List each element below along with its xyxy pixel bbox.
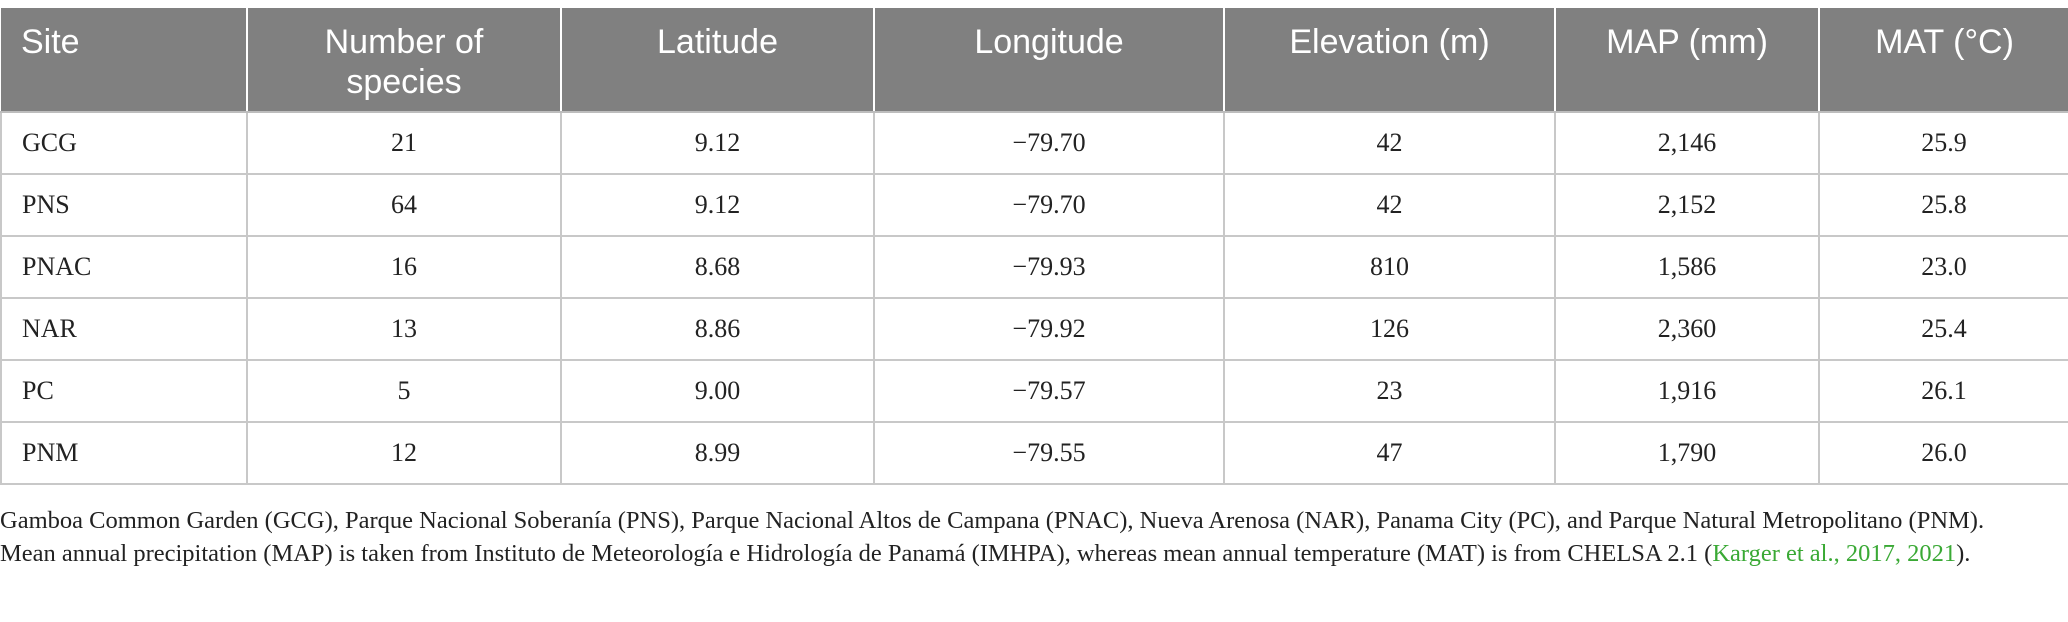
header-row bbox=[1, 8, 2068, 112]
cell-mat: 26.0 bbox=[1819, 422, 2068, 484]
table-row bbox=[1, 422, 2068, 484]
header-number-of-species: Number of species bbox=[247, 8, 561, 112]
cell-number-of-species: 5 bbox=[247, 360, 561, 422]
cell-latitude: 9.12 bbox=[561, 112, 874, 174]
cell-elevation: 810 bbox=[1224, 236, 1555, 298]
cell-longitude: −79.92 bbox=[874, 298, 1224, 360]
cell-elevation: 126 bbox=[1224, 298, 1555, 360]
table-body bbox=[1, 112, 2068, 484]
cell-latitude: 8.68 bbox=[561, 236, 874, 298]
header-longitude: Longitude bbox=[874, 8, 1224, 112]
cell-elevation: 42 bbox=[1224, 174, 1555, 236]
table-row bbox=[1, 112, 2068, 174]
cell-elevation: 42 bbox=[1224, 112, 1555, 174]
cell-longitude: −79.55 bbox=[874, 422, 1224, 484]
table-row bbox=[1, 236, 2068, 298]
cell-elevation: 23 bbox=[1224, 360, 1555, 422]
cell-mat: 25.4 bbox=[1819, 298, 2068, 360]
footnote-text: Gamboa Common Garden (GCG), Parque Nacional Soberanía (PNS), Parque Nacional Altos de Campana (PNAC), Nueva Arenosa (NAR), Panama City (PC), and Parque Natural Metropolitano (PNM). Mean annual precipitation (MAP) is taken from Instituto de Meteorología e Hidrología de Panamá (IMHPA), whereas mean annual temperature (MAT) is from CHELSA 2.1 ( bbox=[0, 507, 1985, 567]
cell-site: PNS bbox=[1, 174, 247, 236]
header-site: Site bbox=[1, 8, 247, 112]
cell-map: 1,916 bbox=[1555, 360, 1819, 422]
table-wrapper bbox=[0, 8, 2068, 485]
header-mat: MAT (°C) bbox=[1819, 8, 2068, 112]
cell-longitude: −79.57 bbox=[874, 360, 1224, 422]
header-map: MAP (mm) bbox=[1555, 8, 1819, 112]
cell-longitude: −79.70 bbox=[874, 112, 1224, 174]
cell-latitude: 9.00 bbox=[561, 360, 874, 422]
cell-map: 1,586 bbox=[1555, 236, 1819, 298]
cell-site: GCG bbox=[1, 112, 247, 174]
cell-mat: 23.0 bbox=[1819, 236, 2068, 298]
cell-map: 2,146 bbox=[1555, 112, 1819, 174]
cell-site: PNM bbox=[1, 422, 247, 484]
citation-link[interactable]: Karger et al., 2017, 2021 bbox=[1712, 540, 1957, 567]
cell-site: PNAC bbox=[1, 236, 247, 298]
cell-longitude: −79.70 bbox=[874, 174, 1224, 236]
cell-site: PC bbox=[1, 360, 247, 422]
table-footnote bbox=[0, 504, 2040, 570]
cell-mat: 26.1 bbox=[1819, 360, 2068, 422]
cell-site: NAR bbox=[1, 298, 247, 360]
header-elevation: Elevation (m) bbox=[1224, 8, 1555, 112]
cell-number-of-species: 21 bbox=[247, 112, 561, 174]
table-row bbox=[1, 174, 2068, 236]
table-row bbox=[1, 298, 2068, 360]
cell-map: 2,360 bbox=[1555, 298, 1819, 360]
cell-number-of-species: 13 bbox=[247, 298, 561, 360]
cell-number-of-species: 16 bbox=[247, 236, 561, 298]
cell-longitude: −79.93 bbox=[874, 236, 1224, 298]
cell-map: 2,152 bbox=[1555, 174, 1819, 236]
cell-number-of-species: 64 bbox=[247, 174, 561, 236]
table-header bbox=[1, 8, 2068, 112]
cell-latitude: 8.86 bbox=[561, 298, 874, 360]
cell-mat: 25.9 bbox=[1819, 112, 2068, 174]
cell-map: 1,790 bbox=[1555, 422, 1819, 484]
cell-latitude: 9.12 bbox=[561, 174, 874, 236]
table-row bbox=[1, 360, 2068, 422]
footnote-end: ). bbox=[1956, 540, 1971, 567]
site-table bbox=[0, 8, 2068, 485]
header-latitude: Latitude bbox=[561, 8, 874, 112]
cell-latitude: 8.99 bbox=[561, 422, 874, 484]
cell-number-of-species: 12 bbox=[247, 422, 561, 484]
cell-elevation: 47 bbox=[1224, 422, 1555, 484]
cell-mat: 25.8 bbox=[1819, 174, 2068, 236]
